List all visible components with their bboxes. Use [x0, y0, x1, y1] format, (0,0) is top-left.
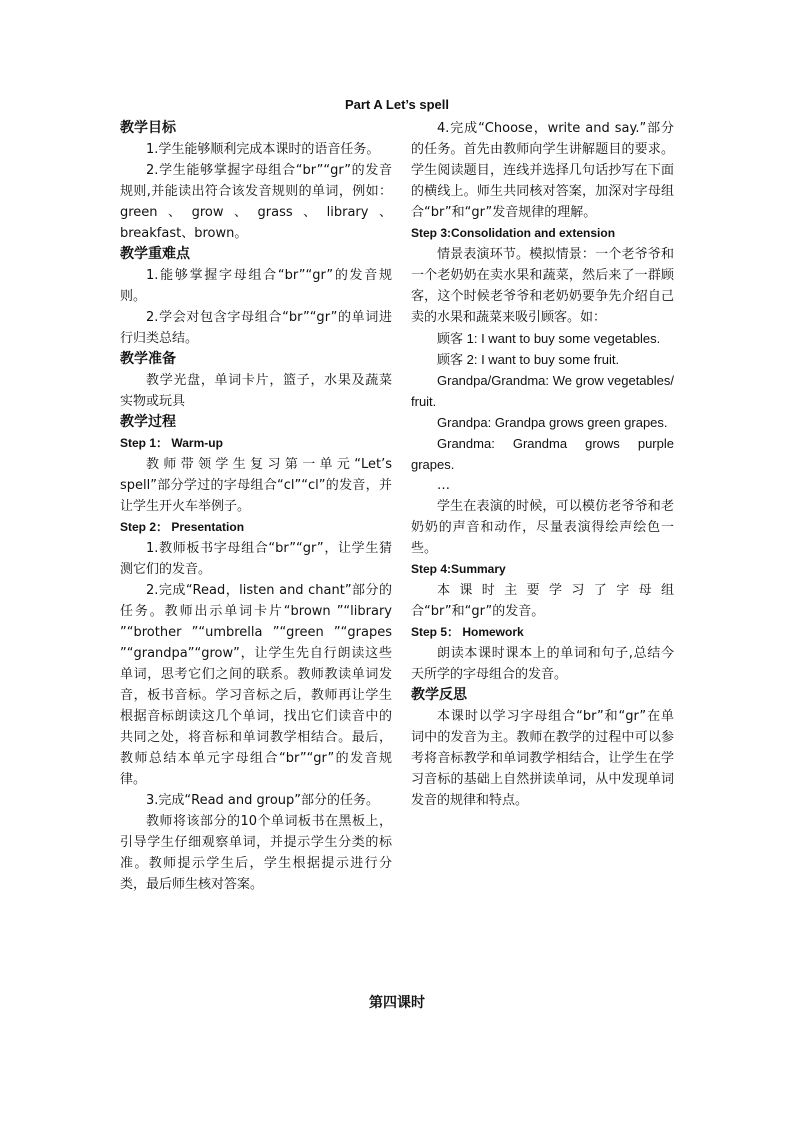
step-2-item-2: 2.完成“Read，listen and chant”部分的任务。教师出示单词卡片“brown ”“library ”“brother ”“umbrella ”“green ”“grapes ”“grandpa”“grow”，让学生先自行朗读这些单词，思考它们之间的联系。教师教读单词发音，板书音标。学习音标之后，教师再让学生根据音标朗读这几个单词，找出它们读音中的共同之处，将音标和单词教学相结合。最后，教师总结本单元字母组合“br”“gr”的发音规律。	[120, 583, 392, 787]
dialogue-line-3: Grandpa/Grandma: We grow vegetables/ fruit.	[411, 373, 674, 409]
dialogue-line-2: 顾客 2: I want to buy some fruit.	[437, 352, 620, 367]
next-lesson-heading: 第四课时	[369, 995, 425, 1011]
right-column	[411, 118, 674, 811]
left-column	[120, 118, 392, 895]
step-2-heading: Step 2： Presentation	[120, 520, 245, 534]
heading-reflection: 教学反思	[411, 687, 467, 703]
step-3-conclusion: 学生在表演的时候，可以模仿老爷爷和老奶奶的声音和动作，尽量表演得绘声绘色一些。	[411, 499, 674, 556]
step-2-item-1: 1.教师板书字母组合“br”“gr”，让学生猜测它们的发音。	[120, 541, 392, 577]
heading-key-points: 教学重难点	[120, 246, 190, 262]
step-3-heading: Step 3:Consolidation and extension	[411, 226, 616, 240]
step-1-text: 教师带领学生复习第一单元“Let’s spell”部分学过的字母组合“cl”“cl”的发音，并让学生开火车举例子。	[120, 457, 392, 514]
step-5-text: 朗读本课时课本上的单词和句子,总结今天所学的字母组合的发音。	[411, 646, 674, 682]
step-3-intro: 情景表演环节。模拟情景：一个老爷爷和一个老奶奶在卖水果和蔬菜，然后来了一群顾客，这个时候老爷爷和老奶奶要争先介绍自己卖的水果和蔬菜来吸引顾客。如：	[411, 247, 674, 325]
key-point-1: 1.能够掌握字母组合“br”“gr”的发音规则。	[120, 268, 392, 304]
step-1-heading: Step 1： Warm-up	[120, 436, 223, 450]
step-2-item-3: 3.完成“Read and group”部分的任务。	[146, 793, 380, 808]
goal-2: 2.学生能够掌握字母组合“br”“gr”的发音规则,并能读出符合该发音规则的单词，例如：green、grow、grass、library、breakfast、brown。	[120, 163, 392, 241]
step-5-heading: Step 5： Homework	[411, 625, 524, 639]
reflection-text: 本课时以学习字母组合“br”和“gr”在单词中的发音为主。教师在教学的过程中可以参考将音标教学和单词教学相结合，让学生在学习音标的基础上自然拼读单词，从中发现单词发音的规律和特点。	[411, 709, 674, 808]
preparation-text: 教学光盘，单词卡片，篮子，水果及蔬菜实物或玩具	[120, 373, 392, 409]
dialogue-line-4: Grandpa: Grandpa grows green grapes.	[437, 415, 668, 430]
step-2-item-3-detail: 教师将该部分的10个单词板书在黑板上，引导学生仔细观察单词，并提示学生分类的标准。教师提示学生后，学生根据提示进行分类，最后师生核对答案。	[120, 814, 392, 892]
lesson-title: Part A Let’s spell	[344, 97, 450, 112]
key-point-2: 2.学会对包含字母组合“br”“gr”的单词进行归类总结。	[120, 310, 392, 346]
step-4-heading: Step 4:Summary	[411, 562, 506, 576]
dialogue-line-5: Grandma: Grandma grows purple grapes.	[411, 436, 674, 472]
dialogue-line-1: 顾客 1: I want to buy some vegetables.	[437, 331, 661, 346]
heading-process: 教学过程	[120, 414, 176, 430]
heading-preparation: 教学准备	[120, 351, 176, 367]
dialogue-ellipsis: …	[437, 478, 450, 493]
goal-1: 1.学生能够顺利完成本课时的语音任务。	[146, 142, 380, 157]
step-2-item-4: 4.完成“Choose，write and say.”部分的任务。首先由教师向学生讲解题目的要求。学生阅读题目，连线并选择几句话抄写在下面的横线上。师生共同核对答案，加深对字母组合“br”和“gr”发音规律的理解。	[411, 121, 674, 220]
step-4-text: 本课时主要学习了字母组合“br”和“gr”的发音。	[411, 583, 674, 619]
heading-goals: 教学目标	[120, 120, 176, 136]
